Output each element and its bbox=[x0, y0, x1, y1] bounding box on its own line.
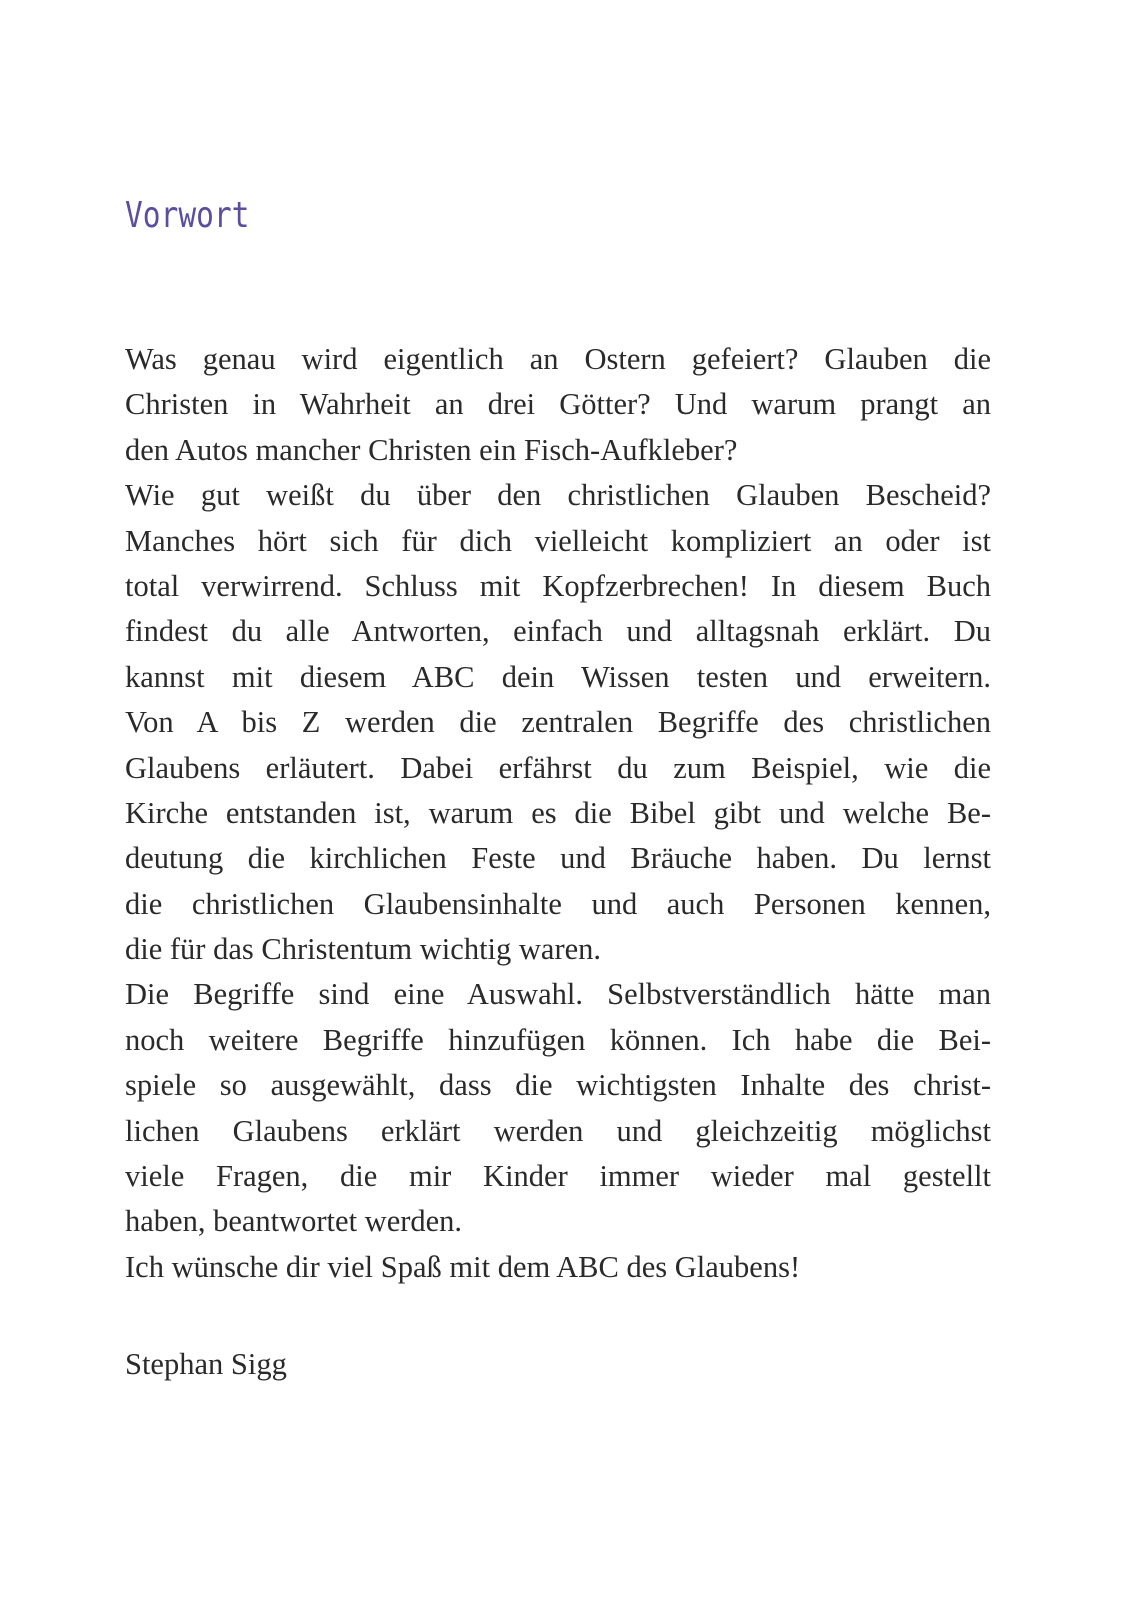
text-line: lichen Glaubens erklärt werden und gleichzeitig möglichst bbox=[125, 1113, 991, 1148]
page-title: Vorwort bbox=[125, 195, 250, 236]
text-line: Was genau wird eigentlich an Ostern gefeiert? Glauben die bbox=[125, 342, 991, 376]
text-line: Glaubens erläutert. Dabei erfährst du zum Beispiel, wie die bbox=[125, 750, 991, 785]
text-line: die christlichen Glaubensinhalte und auch Personen kennen, bbox=[125, 886, 991, 921]
text-line: Von A bis Z werden die zentralen Begriffe des christlichen bbox=[125, 705, 991, 740]
text-line: Die Begriffe sind eine Auswahl. Selbstverständlich hätte man bbox=[125, 977, 991, 1012]
text-line: spiele so ausgewählt, dass die wichtigsten Inhalte des christ- bbox=[125, 1068, 991, 1103]
text-line: findest du alle Antworten, einfach und alltagsnah erklärt. Du bbox=[125, 614, 991, 649]
text-line: Ich wünsche dir viel Spaß mit dem ABC des Glaubens! bbox=[125, 1249, 801, 1284]
author-signature: Stephan Sigg bbox=[125, 1347, 287, 1381]
text-line: Kirche entstanden ist, warum es die Bibel gibt und welche Be- bbox=[125, 795, 991, 830]
text-line: den Autos mancher Christen ein Fisch-Aufkleber? bbox=[125, 432, 738, 467]
text-line: Manches hört sich für dich vielleicht kompliziert an oder ist bbox=[125, 523, 991, 558]
text-line: die für das Christentum wichtig waren. bbox=[125, 932, 602, 967]
preface-body bbox=[125, 337, 991, 1290]
text-line: Christen in Wahrheit an drei Götter? Und warum prangt an bbox=[125, 387, 991, 422]
text-line: total verwirrend. Schluss mit Kopfzerbrechen! In diesem Buch bbox=[125, 568, 991, 603]
text-line: kannst mit diesem ABC dein Wissen testen und erweitern. bbox=[125, 659, 991, 694]
text-line: noch weitere Begriffe hinzufügen können. Ich habe die Bei- bbox=[125, 1022, 991, 1057]
text-line: haben, beantwortet werden. bbox=[125, 1204, 463, 1239]
text-line: deutung die kirchlichen Feste und Bräuche haben. Du lernst bbox=[125, 841, 991, 876]
text-line: viele Fragen, die mir Kinder immer wieder mal gestellt bbox=[125, 1159, 991, 1194]
text-line: Wie gut weißt du über den christlichen Glauben Bescheid? bbox=[125, 478, 991, 513]
